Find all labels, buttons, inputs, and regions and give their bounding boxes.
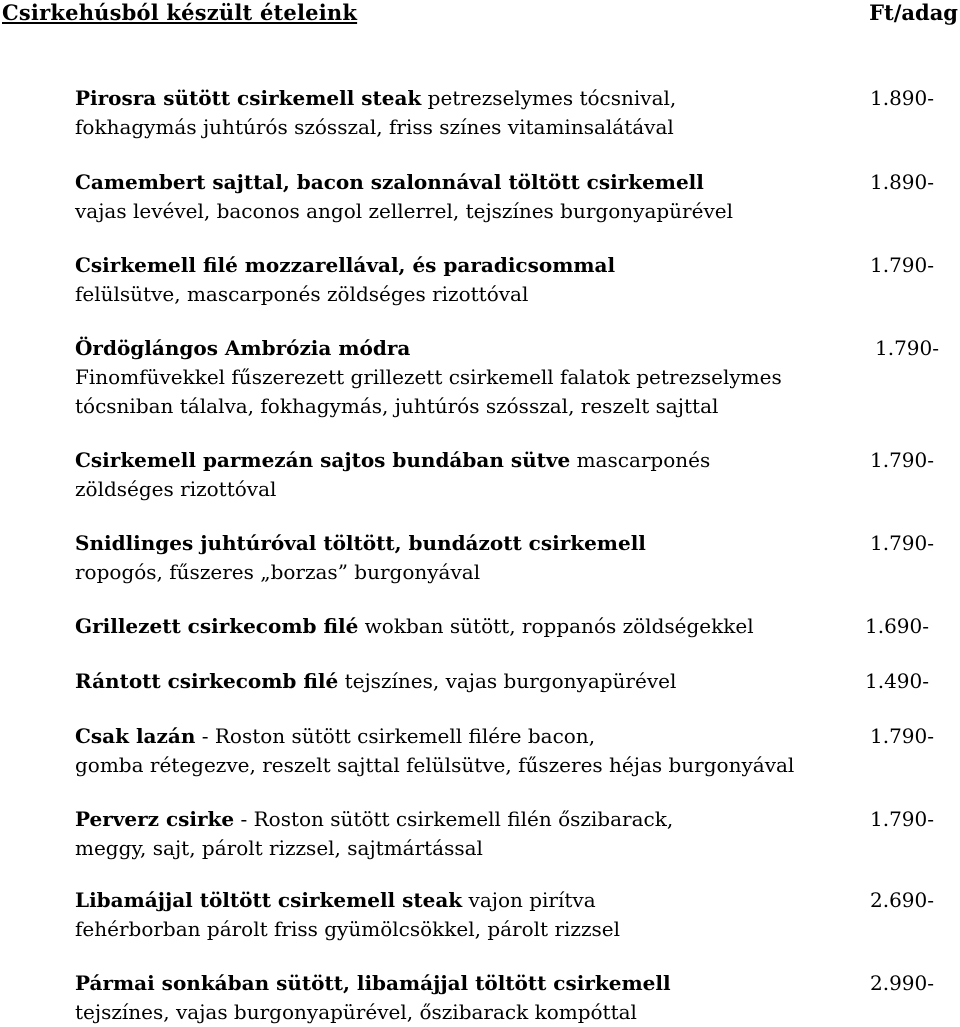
dish-description-line: ropogós, fűszeres „borzas” burgonyával	[75, 560, 481, 584]
dish-name: Pármai sonkában sütött, libamájjal töltött csirkemell	[75, 971, 671, 995]
dish-description-line: tócsniban tálalva, fokhagymás, juhtúrós szósszal, reszelt sajttal	[75, 394, 719, 418]
dish-description: - Roston sütött csirkemell filén őszibarack,	[240, 807, 674, 831]
section-title: Csirkehúsból készült ételeink	[2, 0, 358, 25]
menu-item-first-line	[75, 805, 950, 834]
dish-name: Pirosra sütött csirkemell steak	[75, 86, 422, 110]
dish-name: Camembert sajttal, bacon szalonnával töltött csirkemell	[75, 170, 704, 194]
menu-item	[75, 168, 950, 226]
dish-name: Snidlinges juhtúróval töltött, bundázott csirkemell	[75, 531, 646, 555]
dish-description-line: gomba rétegezve, reszelt sajttal felülsütve, fűszeres héjas burgonyával	[75, 753, 795, 777]
dish-name: Ördöglángos Ambrózia módra	[75, 336, 411, 360]
menu-item-first-line	[75, 612, 950, 641]
menu-item	[75, 334, 950, 421]
dish-price: 2.990-	[870, 971, 935, 995]
menu-item	[75, 722, 950, 780]
menu-item-first-line	[75, 722, 950, 751]
menu-item	[75, 446, 950, 504]
dish-description-line: Finomfüvekkel fűszerezett grillezett csirkemell falatok petrezselymes	[75, 365, 782, 389]
dish-price: 1.890-	[870, 170, 935, 194]
dish-price: 1.890-	[870, 86, 935, 110]
dish-name: Grillezett csirkecomb filé	[75, 614, 359, 638]
dish-description-line: vajas levével, baconos angol zellerrel, tejszínes burgonyapürével	[75, 199, 733, 223]
menu-item	[75, 251, 950, 309]
dish-description-line: tejszínes, vajas burgonyapürével, őszibarack kompóttal	[75, 1000, 637, 1024]
menu-item	[75, 969, 950, 1027]
dish-price: 1.790-	[870, 531, 935, 555]
menu-item	[75, 886, 950, 944]
dish-description: wokban sütött, roppanós zöldségekkel	[364, 614, 754, 638]
dish-name: Csirkemell filé mozzarellával, és paradicsommal	[75, 253, 616, 277]
dish-description: tejszínes, vajas burgonyapürével	[344, 669, 677, 693]
menu-item	[75, 612, 950, 641]
dish-description: petrezselymes tócsnival,	[427, 86, 677, 110]
dish-description-line: zöldséges rizottóval	[75, 477, 277, 501]
dish-price: 1.490-	[865, 669, 930, 693]
menu-item-first-line	[75, 168, 950, 197]
dish-description: - Roston sütött csirkemell filére bacon,	[201, 724, 596, 748]
menu-item-first-line	[75, 84, 950, 113]
dish-price: 1.790-	[870, 724, 935, 748]
menu-item	[75, 805, 950, 863]
dish-price: 1.790-	[870, 807, 935, 831]
dish-price: 1.690-	[865, 614, 930, 638]
menu-item	[75, 84, 950, 142]
price-unit-label: Ft/adag	[869, 0, 958, 25]
menu-item	[75, 667, 950, 696]
menu-item-first-line	[75, 667, 950, 696]
menu-item-first-line	[75, 446, 950, 475]
dish-name: Csirkemell parmezán sajtos bundában sütve	[75, 448, 571, 472]
dish-description-line: fehérborban párolt friss gyümölcsökkel, párolt rizzsel	[75, 917, 620, 941]
dish-name: Libamájjal töltött csirkemell steak	[75, 888, 463, 912]
menu-item-first-line	[75, 334, 950, 363]
dish-description-line: fokhagymás juhtúrós szósszal, friss színes vitaminsalátával	[75, 115, 674, 139]
dish-price: 1.790-	[870, 253, 935, 277]
dish-price: 1.790-	[875, 336, 940, 360]
dish-description: mascarponés	[576, 448, 711, 472]
dish-price: 2.690-	[870, 888, 935, 912]
menu-header	[0, 0, 960, 30]
dish-description: vajon pirítva	[468, 888, 596, 912]
menu-item	[75, 529, 950, 587]
menu-item-first-line	[75, 251, 950, 280]
dish-name: Rántott csirkecomb filé	[75, 669, 339, 693]
dish-name: Csak lazán	[75, 724, 196, 748]
dish-name: Perverz csirke	[75, 807, 235, 831]
dish-description-line: meggy, sajt, párolt rizzsel, sajtmártással	[75, 836, 483, 860]
dish-description-line: felülsütve, mascarponés zöldséges rizottóval	[75, 282, 529, 306]
dish-price: 1.790-	[870, 448, 935, 472]
menu-item-first-line	[75, 886, 950, 915]
menu-item-first-line	[75, 529, 950, 558]
menu-item-first-line	[75, 969, 950, 998]
